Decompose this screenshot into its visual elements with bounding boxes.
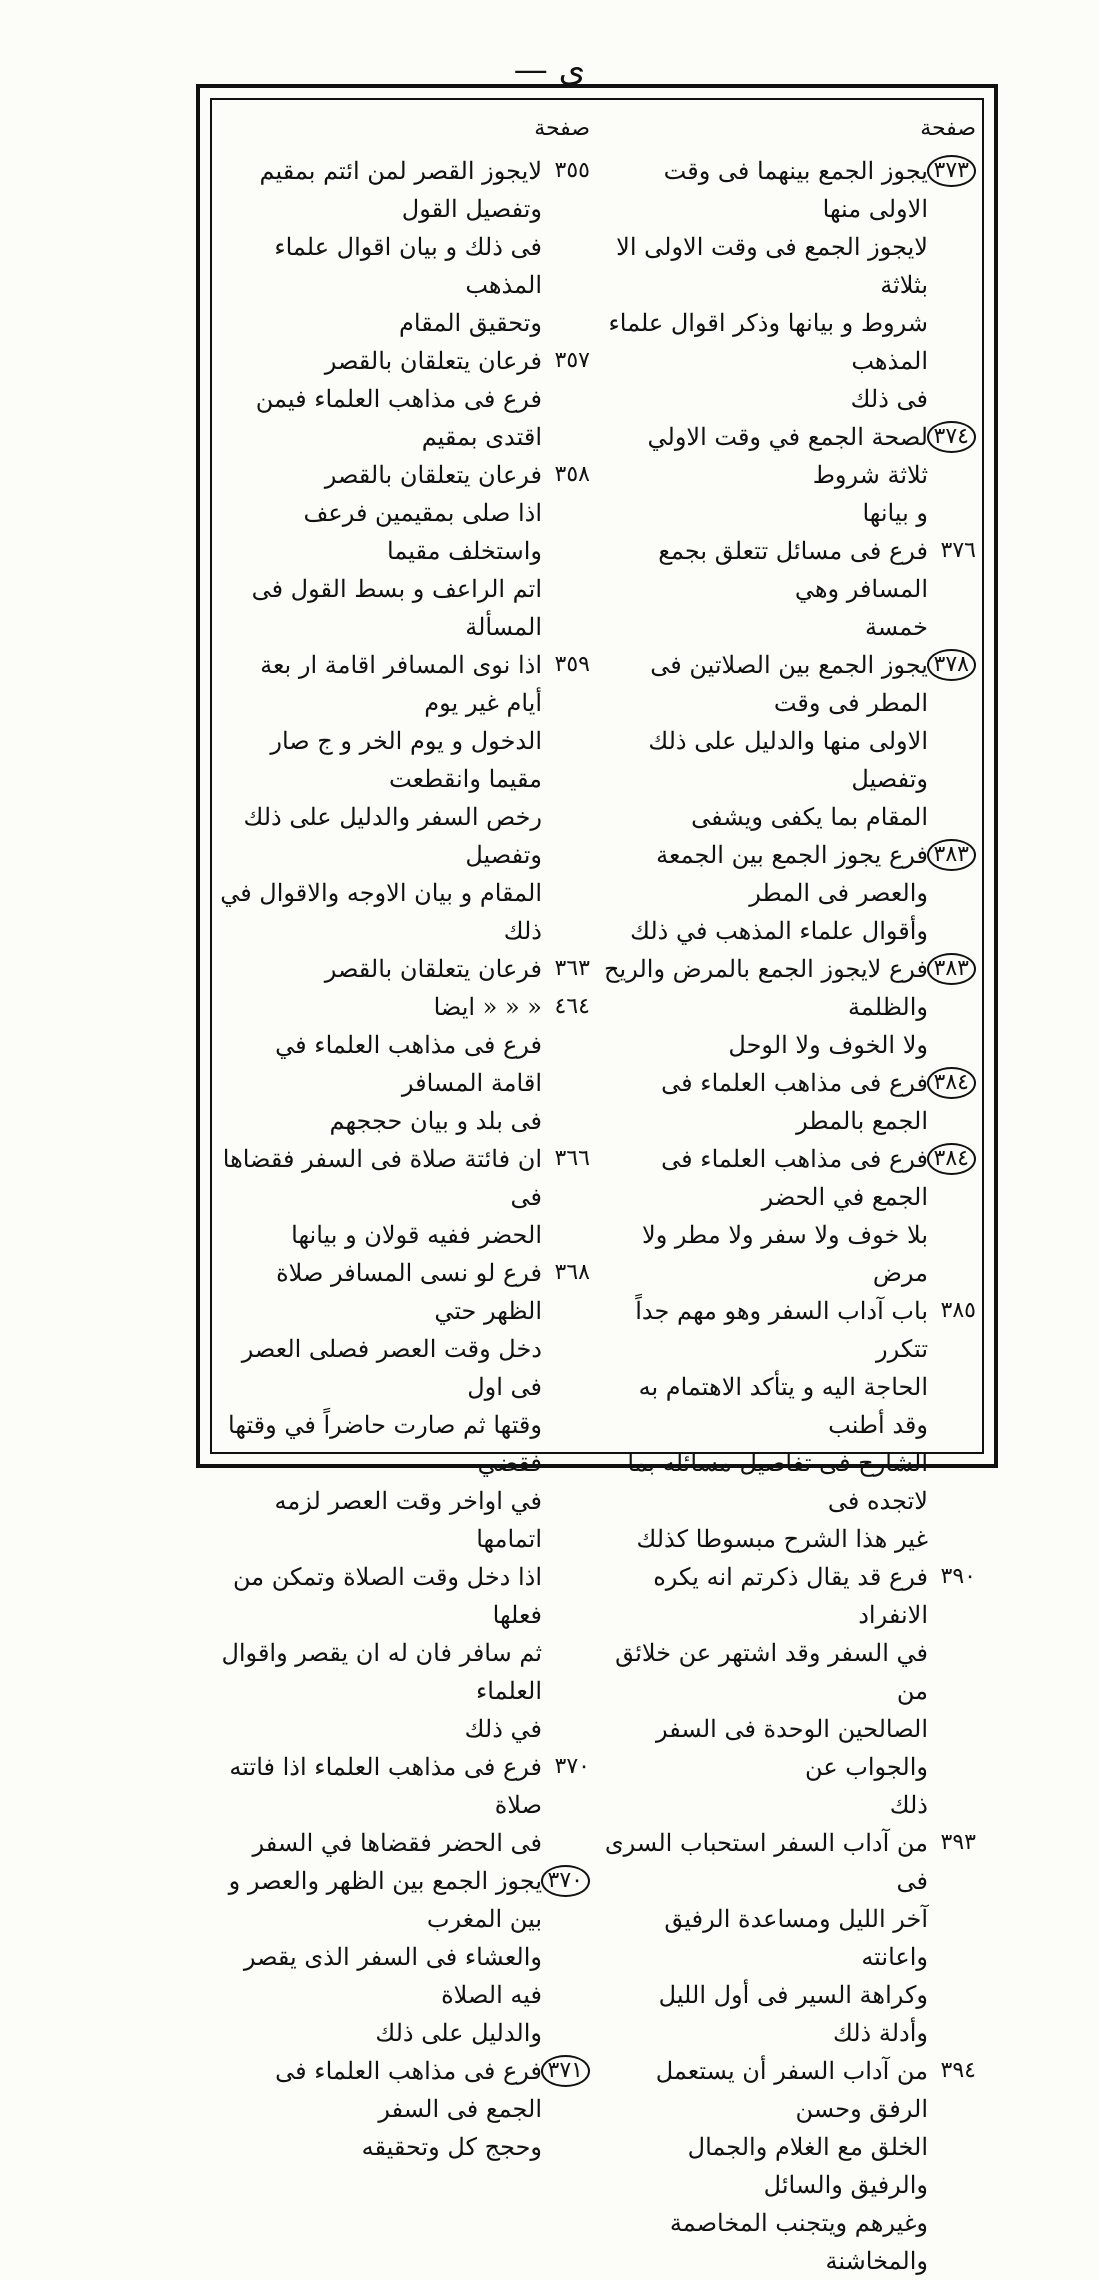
entry-page-number <box>542 494 590 646</box>
index-entry <box>604 836 976 950</box>
index-entry <box>604 950 976 1064</box>
entry-text: يجوز الجمع بينهما فى وقت الاولى منها لايجوز الجمع فى وقت الاولى الا بثلاثة شروط و بيانها وذكر اقوال علماء المذهب فى ذلك <box>608 157 928 413</box>
entry-text: فرع فى مذاهب العلماء فى الجمع في الحضر بلا خوف ولا سفر ولا مطر ولا مرض <box>642 1145 928 1287</box>
entry-text: لايجوز القصر لمن ائتم بمقيم وتفصيل القول فى ذلك و بيان اقوال علماء المذهب وتحقيق المقام <box>259 157 542 337</box>
entry-text: فرعان يتعلقان بالقصر <box>324 955 542 983</box>
index-entry <box>218 342 590 380</box>
entry-page-number: ٣٥٧ <box>554 348 590 373</box>
entry-page-number: ٤٦٤ <box>554 994 590 1019</box>
entry-text: من آداب السفر استحباب السرى فى آخر الليل ومساعدة الرفيق واعانته وكراهة السير فى أول الليل وأدلة ذلك <box>604 1829 928 2047</box>
entry-page-number: ٣٥٥ <box>554 158 590 183</box>
circled-page-number: ٣٨٣ <box>928 836 976 950</box>
left-entry-list <box>604 152 976 2280</box>
entry-page-number: ٣٦٣ <box>554 956 590 981</box>
entry-text: يجوز الجمع بين الظهر والعصر و بين المغرب والعشاء فى السفر الذى يقصر فيه الصلاة والدليل على ذلك <box>228 1867 542 2047</box>
index-entry <box>604 1140 976 1292</box>
index-entry <box>604 2052 976 2280</box>
entry-page-number: ٣٩٤ <box>940 2058 976 2083</box>
entry-text: فرع فى مذاهب العلماء فى الجمع فى السفر وحجج كل وتحقيقه <box>275 2057 542 2161</box>
entry-text: فرع فى مذاهب العلماء فى الجمع بالمطر <box>661 1069 928 1135</box>
index-entry <box>218 1558 590 1748</box>
entry-text: اذا نوى المسافر اقامة ار بعة أيام غير يوم الدخول و يوم الخر و ج صار مقيما وانقطعت رخص السفر والدليل على ذلك وتفصيل المقام و بيان الاوجه والاقوال في ذلك <box>220 651 542 945</box>
entry-page-number: ٣٨٥ <box>940 1298 976 1323</box>
index-entry <box>218 1254 590 1558</box>
page-number: ى — <box>513 50 586 90</box>
entry-page-number: ٣٥٨ <box>554 462 590 487</box>
index-entry <box>604 418 976 532</box>
entry-text: ان فائتة صلاة فى السفر فقضاها فى الحضر ففيه قولان و بيانها <box>222 1145 542 1249</box>
entry-text: اذا دخل وقت الصلاة وتمكن من فعلها ثم سافر فان له ان يقصر واقوال العلماء في ذلك <box>221 1563 542 1743</box>
entry-text: فرع قد يقال ذكرتم انه يكره الانفراد في السفر وقد اشتهر عن خلائق من الصالحين الوحدة فى السفر والجواب عن ذلك <box>615 1563 928 1819</box>
index-entry <box>604 152 976 418</box>
entry-page-number: ٣٥٩ <box>554 652 590 677</box>
index-entry <box>218 456 590 494</box>
entry-text: فرع فى مذاهب العلماء فيمن اقتدى بمقيم <box>255 385 542 451</box>
index-entry <box>218 1026 590 1140</box>
entry-text: فرع فى مذاهب العلماء في اقامة المسافر فى بلد و بيان حججهم <box>275 1031 542 1135</box>
index-entry <box>604 1558 976 1824</box>
entry-page-number: ٣٩٠ <box>940 1564 976 1589</box>
index-entry <box>218 1748 590 1862</box>
entry-page-number <box>542 1026 590 1140</box>
entry-page-number <box>542 1558 590 1748</box>
index-entry <box>218 152 590 342</box>
left-column <box>604 114 976 2275</box>
entry-page-number: ٣٧٠ <box>554 1754 590 1779</box>
circled-page-number: ٣٧٣ <box>928 152 976 418</box>
index-entry <box>218 1862 590 2052</box>
circled-page-number: ٣٨٤ <box>928 1140 976 1292</box>
circled-page-number: ٣٧٤ <box>928 418 976 532</box>
right-column <box>218 114 590 2161</box>
entry-text: « « « ايضا <box>433 993 542 1021</box>
index-entry <box>218 2052 590 2166</box>
index-entry <box>604 1824 976 2052</box>
page-frame <box>196 84 998 2275</box>
entry-text: فرعان يتعلقان بالقصر <box>324 347 542 375</box>
circled-page-number: ٣٧١ <box>542 2052 590 2166</box>
index-entry <box>218 950 590 988</box>
index-entry <box>218 988 590 1026</box>
entry-page-number: ٣٧٦ <box>940 538 976 563</box>
entry-text: فرعان يتعلقان بالقصر <box>324 461 542 489</box>
circled-page-number: ٣٧٨ <box>928 646 976 836</box>
entry-text: فرع لايجوز الجمع بالمرض والريح والظلمة ولا الخوف ولا الوحل <box>604 955 928 1059</box>
circled-page-number: ٣٨٣ <box>928 950 976 1064</box>
circled-page-number: ٣٨٤ <box>928 1064 976 1140</box>
entry-text: يجوز الجمع بين الصلاتين فى المطر فى وقت الاولى منها والدليل على ذلك وتفصيل المقام بما يكفى ويشفى <box>648 651 928 831</box>
entry-text: فرع فى مسائل تتعلق بجمع المسافر وهي خمسة <box>658 537 928 641</box>
entry-page-number: ٣٦٨ <box>554 1260 590 1285</box>
index-entry <box>218 494 590 646</box>
entry-text: اذا صلى بمقيمين فرعف واستخلف مقيما اتم الراعف و بسط القول فى المسألة <box>251 499 542 641</box>
index-columns <box>218 114 976 2275</box>
circled-page-number: ٣٧٠ <box>542 1862 590 2052</box>
entry-page-number: ٣٩٣ <box>940 1830 976 1855</box>
entry-page-number: ٣٦٦ <box>554 1146 590 1171</box>
entry-text: لصحة الجمع في وقت الاولي ثلاثة شروط و بيانها <box>647 423 928 527</box>
entry-page-number <box>542 380 590 456</box>
index-entry <box>604 1292 976 1558</box>
index-entry <box>604 532 976 646</box>
entry-text: باب آداب السفر وهو مهم جداً تتكرر الحاجة اليه و يتأكد الاهتمام به وقد أطنب الشارح فى تفاصيل مسائله بما لاتجده فى غير هذا الشرح مبسوطا كذلك <box>627 1297 928 1553</box>
right-entry-list <box>218 152 590 2166</box>
index-entry <box>604 646 976 836</box>
column-header-left: صفحة <box>920 116 976 141</box>
entry-text: من آداب السفر أن يستعمل الرفق وحسن الخلق مع الغلام والجمال والرفيق والسائل وغيرهم ويتجنب المخاصمة والمخاشنة <box>655 2057 928 2275</box>
entry-text: فرع يجوز الجمع بين الجمعة والعصر فى المطر وأقوال علماء المذهب في ذلك <box>630 841 928 945</box>
entry-text: فرع لو نسى المسافر صلاة الظهر حتي دخل وقت العصر فصلى العصر فى اول وقتها ثم صارت حاضراً في وقتها فقضي في اواخر وقت العصر لزمه اتمامها <box>228 1259 542 1553</box>
entry-text: فرع فى مذاهب العلماء اذا فاتته صلاة فى الحضر فقضاها في السفر <box>229 1753 542 1857</box>
index-entry <box>604 1064 976 1140</box>
column-header-right: صفحة <box>534 116 590 141</box>
index-entry <box>218 646 590 950</box>
index-entry <box>218 1140 590 1254</box>
index-entry <box>218 380 590 456</box>
